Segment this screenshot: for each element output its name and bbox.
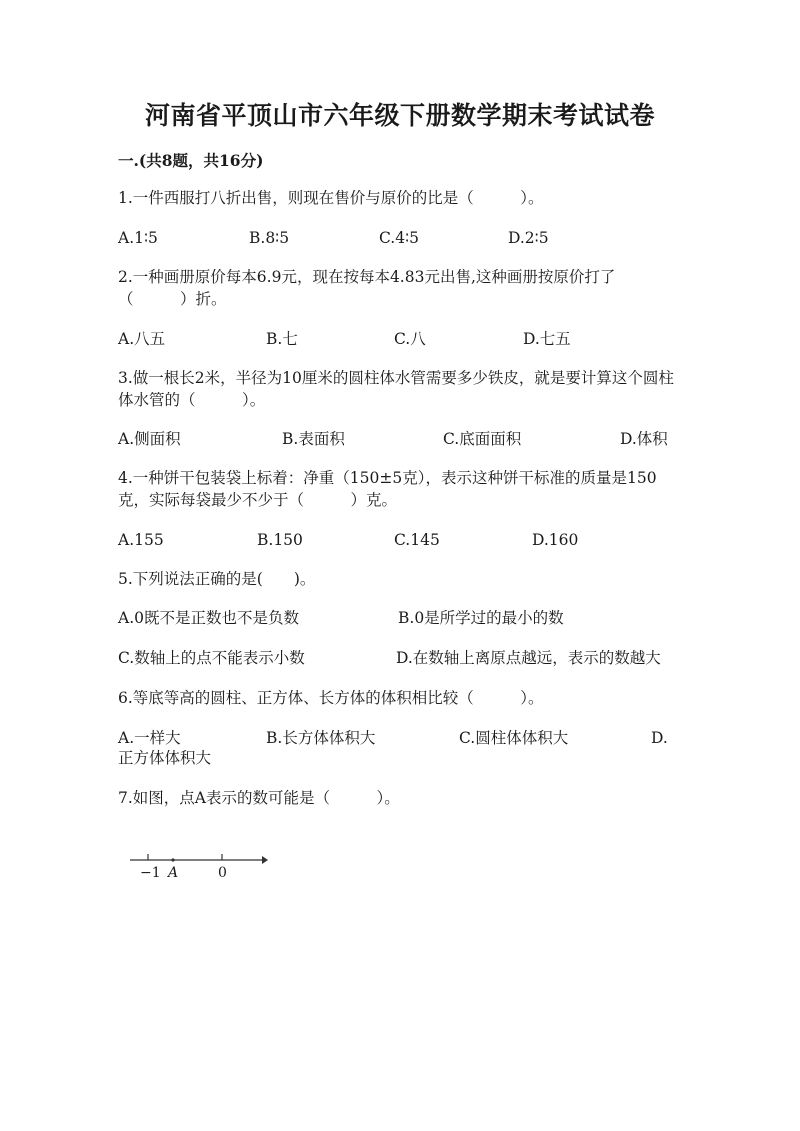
q6-option-d: D. [651, 729, 668, 747]
q6-option-d-text: 正方体体积大 [118, 749, 212, 767]
q5-option-d: D.在数轴上离原点越远，表示的数越大 [396, 649, 661, 667]
section-heading: 一.(共8题，共16分) [118, 151, 264, 170]
q6-option-a: A.一样大 [118, 729, 181, 747]
q2-option-b: B.七 [266, 330, 298, 348]
q1-option-a: A.1∶5 [118, 229, 158, 247]
q5-option-c: C.数轴上的点不能表示小数 [118, 649, 305, 667]
label-minus-one: −1 [140, 865, 161, 881]
q4-option-c: C.145 [394, 531, 440, 549]
q1-option-d: D.2∶5 [508, 229, 549, 247]
q4-option-a: A.155 [118, 531, 164, 549]
question-6: 6.等底等高的圆柱、正方体、长方体的体积相比较（ ）。 [118, 689, 544, 707]
question-7: 7.如图，点A表示的数可能是（ ）。 [118, 789, 400, 807]
q5-option-b: B.0是所学过的最小的数 [398, 609, 564, 627]
q2-option-d: D.七五 [523, 330, 571, 348]
q3-option-d: D.体积 [620, 430, 668, 448]
q4-option-b: B.150 [257, 531, 303, 549]
q3-option-a: A.侧面积 [118, 430, 181, 448]
number-line-figure [126, 848, 276, 884]
q3-option-c: C.底面面积 [443, 430, 522, 448]
label-point-a: A [168, 865, 179, 881]
question-3: 3.做一根长2米，半径为10厘米的圆柱体水管需要多少铁皮，就是要计算这个圆柱体水管的（ ）。 [118, 369, 674, 409]
q1-option-c: C.4∶5 [379, 229, 419, 247]
q1-option-b: B.8∶5 [249, 229, 290, 247]
question-5: 5.下列说法正确的是( )。 [118, 570, 316, 588]
point-a-marker [171, 858, 174, 861]
question-1: 1.一件西服打八折出售，则现在售价与原价的比是（ ）。 [118, 189, 544, 207]
q2-option-a: A.八五 [118, 330, 166, 348]
question-2: 2.一种画册原价每本6.9元，现在按每本4.83元出售,这种画册按原价打了（ ）折。 [118, 268, 616, 308]
q4-option-d: D.160 [532, 531, 579, 549]
label-zero: 0 [218, 865, 227, 881]
q2-option-c: C.八 [394, 330, 426, 348]
number-line-arrow-icon [262, 856, 268, 864]
q3-option-b: B.表面积 [282, 430, 345, 448]
q6-option-c: C.圆柱体体积大 [459, 729, 569, 747]
q5-option-a: A.0既不是正数也不是负数 [118, 609, 299, 627]
exam-title: 河南省平顶山市六年级下册数学期末考试试卷 [144, 101, 655, 130]
question-4: 4.一种饼干包装袋上标着：净重（150±5克），表示这种饼干标准的质量是150克，实际每袋最少不少于（ ）克。 [118, 469, 657, 509]
q6-option-b: B.长方体体积大 [266, 729, 376, 747]
